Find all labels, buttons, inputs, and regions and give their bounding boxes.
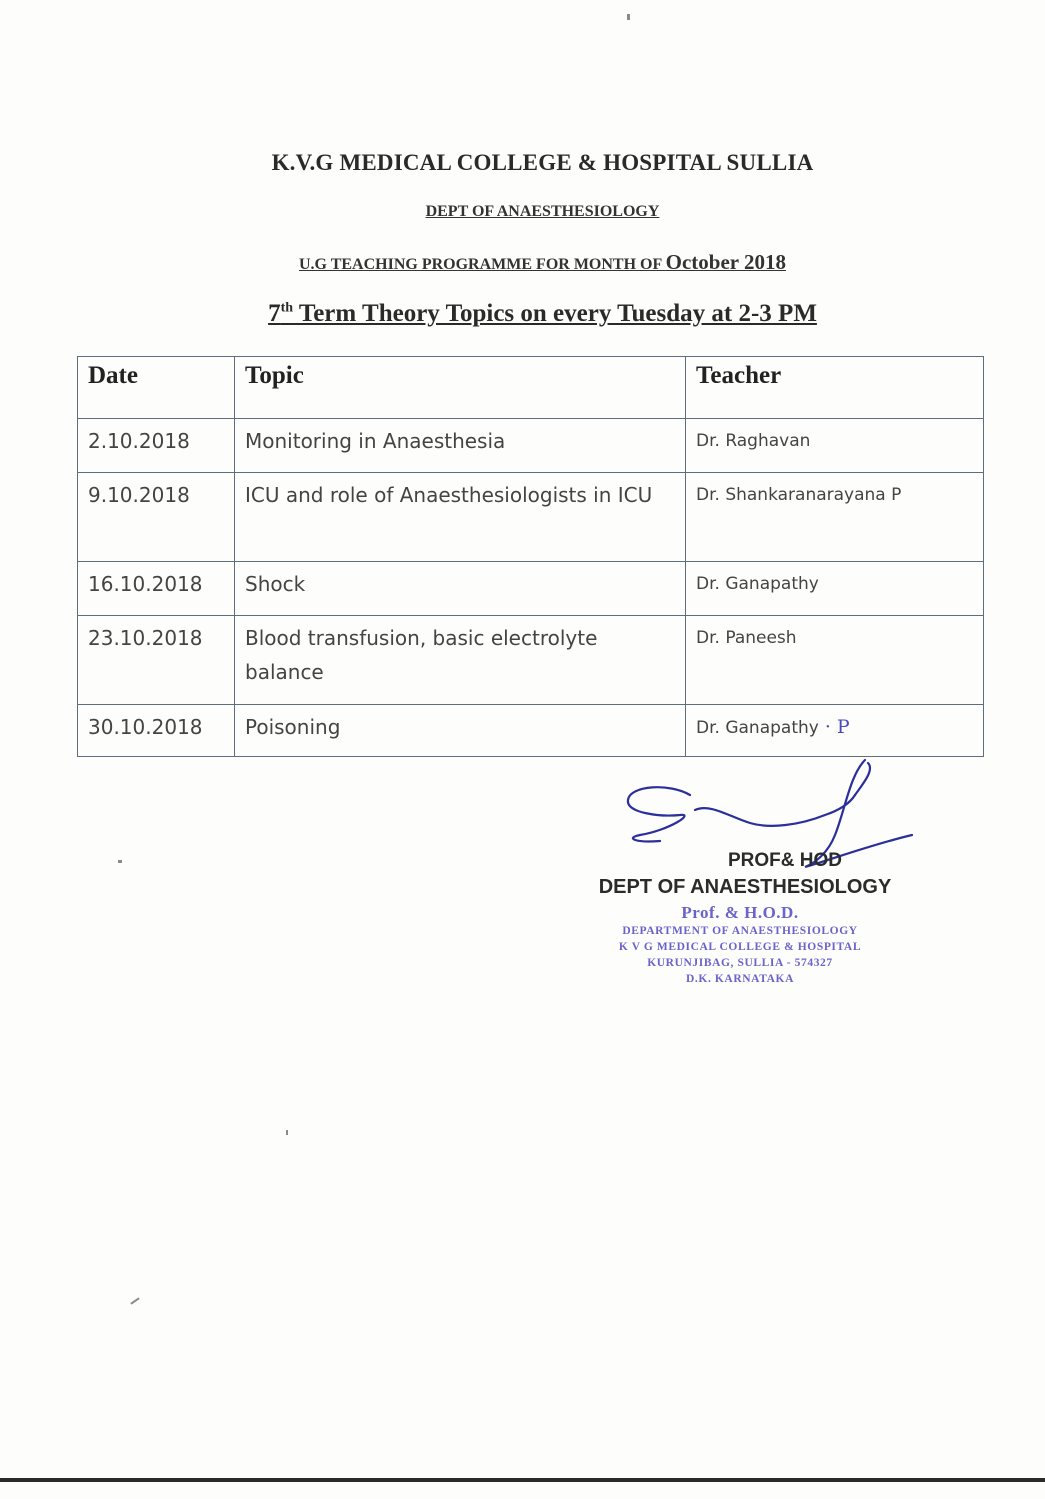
column-header-teacher: Teacher bbox=[686, 357, 984, 419]
teacher-name: Dr. Ganapathy bbox=[696, 718, 819, 738]
teacher-cell bbox=[686, 705, 984, 757]
column-header-date: Date bbox=[78, 357, 235, 419]
college-title: K.V.G MEDICAL COLLEGE & HOSPITAL SULLIA bbox=[271, 150, 814, 175]
scan-speck bbox=[286, 1130, 288, 1135]
topic-cell: Monitoring in Anaesthesia bbox=[235, 419, 686, 473]
teacher-cell: Dr. Shankaranarayana P bbox=[686, 473, 984, 562]
scan-speck bbox=[118, 860, 122, 863]
programme-heading bbox=[0, 250, 1045, 275]
stamp-line-5: D.K. KARNATAKA bbox=[686, 973, 794, 985]
term-suffix: th bbox=[280, 300, 294, 316]
handwritten-initial: · P bbox=[824, 716, 850, 738]
stamp-line-4: KURUNJIBAG, SULLIA - 574327 bbox=[647, 957, 833, 969]
teacher-cell: Dr. Raghavan bbox=[686, 419, 984, 473]
date-cell: 2.10.2018 bbox=[78, 419, 235, 473]
topic-cell: Poisoning bbox=[235, 705, 686, 757]
department-stamp bbox=[540, 903, 940, 987]
table-row bbox=[78, 473, 984, 562]
column-header-topic: Topic bbox=[235, 357, 686, 419]
scan-speck bbox=[627, 14, 630, 20]
date-cell: 9.10.2018 bbox=[78, 473, 235, 562]
programme-prefix: U.G TEACHING PROGRAMME FOR MONTH OF bbox=[299, 256, 666, 273]
stamp-line-2: DEPARTMENT OF ANAESTHESIOLOGY bbox=[622, 925, 858, 937]
teacher-cell: Dr. Ganapathy bbox=[686, 562, 984, 616]
teacher-cell: Dr. Paneesh bbox=[686, 616, 984, 705]
signatory-title: PROF& HOD bbox=[728, 850, 842, 871]
table-header-row bbox=[78, 357, 984, 419]
table-row bbox=[78, 562, 984, 616]
topic-cell: Shock bbox=[235, 562, 686, 616]
term-heading bbox=[0, 300, 1045, 328]
programme-month: October 2018 bbox=[665, 250, 786, 274]
stamp-line-3: K V G MEDICAL COLLEGE & HOSPITAL bbox=[618, 941, 862, 953]
signature-block bbox=[560, 850, 930, 899]
scan-speck bbox=[130, 1297, 139, 1304]
topic-cell: Blood transfusion, basic electrolyte balance bbox=[235, 616, 686, 705]
date-cell: 16.10.2018 bbox=[78, 562, 235, 616]
topic-cell: ICU and role of Anaesthesiologists in ICU bbox=[235, 473, 686, 562]
table-row bbox=[78, 419, 984, 473]
table-row bbox=[78, 705, 984, 757]
table-row bbox=[78, 616, 984, 705]
schedule-table bbox=[77, 356, 984, 757]
scan-edge-line bbox=[0, 1478, 1045, 1482]
date-cell: 23.10.2018 bbox=[78, 616, 235, 705]
term-number: 7 bbox=[268, 300, 281, 327]
signatory-department: DEPT OF ANAESTHESIOLOGY bbox=[598, 876, 892, 898]
stamp-line-1: Prof. & H.O.D. bbox=[681, 903, 799, 922]
department-heading: DEPT OF ANAESTHESIOLOGY bbox=[425, 203, 660, 220]
term-description: Term Theory Topics on every Tuesday at 2-3 PM bbox=[293, 300, 817, 327]
date-cell: 30.10.2018 bbox=[78, 705, 235, 757]
